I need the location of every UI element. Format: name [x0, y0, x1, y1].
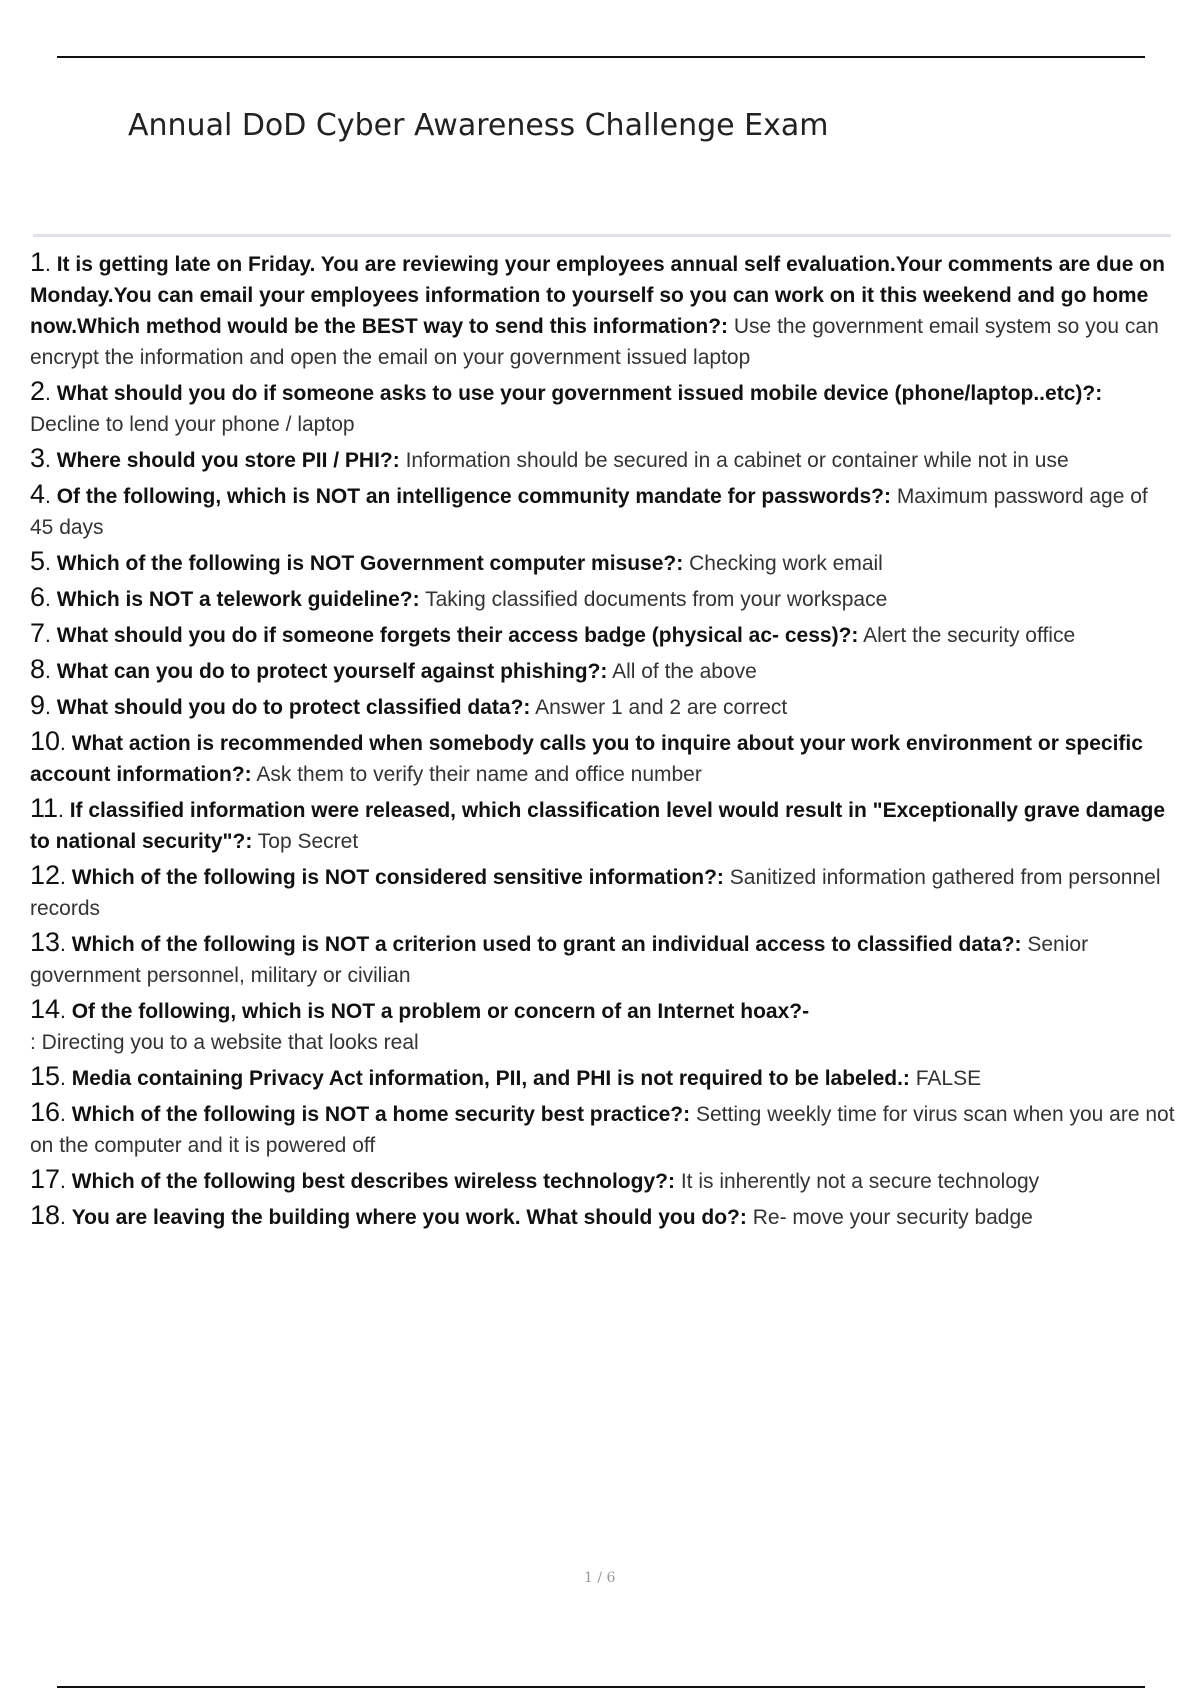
answer-text: Senior government personnel, military or civilian — [30, 933, 1089, 987]
answer-text: Decline to lend your phone / laptop — [30, 413, 355, 436]
question-text: Of the following, which is NOT a problem or concern of an Internet hoax?- — [71, 1000, 810, 1023]
question-number: 6 — [30, 582, 46, 612]
question-text: What should you do if someone forgets their access badge (physical ac- cess)?: — [56, 624, 859, 647]
question-item-13: 13. Which of the following is NOT a criterion used to grant an individual access to classified data?: Senior government personnel, military or civilian — [30, 927, 1089, 987]
question-item-12: 12. Which of the following is NOT considered sensitive information?: Sanitized information gathered from personnel records — [30, 860, 1161, 920]
answer-text: Ask them to verify their name and office number — [256, 763, 702, 786]
question-text: Which of the following is NOT considered sensitive information?: — [71, 866, 724, 889]
question-item-9: 9. What should you do to protect classified data?: Answer 1 and 2 are correct — [30, 690, 788, 720]
question-number: 7 — [30, 618, 46, 648]
question-text: What should you do to protect classified data?: — [56, 696, 531, 719]
title-divider — [33, 234, 1171, 237]
question-text: Which of the following is NOT a home security best practice?: — [71, 1103, 691, 1126]
answer-text: All of the above — [612, 660, 757, 683]
question-number: 2 — [30, 376, 46, 406]
question-text: Media containing Privacy Act information, PII, and PHI is not required to be labeled.: — [71, 1067, 910, 1090]
question-number: 14 — [30, 994, 61, 1024]
question-number: 8 — [30, 654, 46, 684]
answer-text: It is inherently not a secure technology — [680, 1170, 1040, 1193]
answer-text: Sanitized information gathered from personnel records — [30, 866, 1161, 920]
answer-text: Information should be secured in a cabinet or container while not in use — [405, 449, 1069, 472]
question-text: Which of the following best describes wireless technology?: — [71, 1170, 675, 1193]
question-item-3: 3. Where should you store PII / PHI?: Information should be secured in a cabinet or container while not in use — [30, 443, 1069, 473]
question-item-8: 8. What can you do to protect yourself against phishing?: All of the above — [30, 654, 757, 684]
answer-text: Maximum password age of 45 days — [30, 485, 1148, 539]
question-item-15: 15. Media containing Privacy Act information, PII, and PHI is not required to be labeled.: FALSE — [30, 1061, 982, 1091]
question-item-1: 1. It is getting late on Friday. You are reviewing your employees annual self evaluation.Your comments are due on Monday.You can email your employees information to yourself so you can work on it this weekend and go home now.Which method would be the BEST way to send this information?: Use the government email system so you can encrypt the information and open the email on your government issued laptop — [30, 247, 1165, 369]
top-rule — [57, 56, 1145, 58]
question-text: What can you do to protect yourself against phishing?: — [56, 660, 608, 683]
question-item-18: 18. You are leaving the building where you work. What should you do?: Re- move your security badge — [30, 1200, 1033, 1230]
answer-text: Alert the security office — [863, 624, 1076, 647]
question-item-2: 2. What should you do if someone asks to use your government issued mobile device (phone/laptop..etc)?: Decline to lend your phone / laptop — [30, 376, 1103, 436]
question-text: If classified information were released, which classification level would result in "Exceptionally grave damage to national security"?: — [30, 799, 1166, 853]
question-item-16: 16. Which of the following is NOT a home security best practice?: Setting weekly time for virus scan when you are not on the computer and it is powered off — [30, 1097, 1175, 1157]
question-text: What should you do if someone asks to use your government issued mobile device (phone/laptop..etc)?: — [56, 382, 1103, 405]
question-text: What action is recommended when somebody calls you to inquire about your work environment or specific account information?: — [30, 732, 1143, 786]
answer-text: Re- move your security badge — [752, 1206, 1033, 1229]
bottom-rule — [57, 1686, 1145, 1688]
question-item-10: 10. What action is recommended when somebody calls you to inquire about your work environment or specific account information?: Ask them to verify their name and office number — [30, 726, 1143, 786]
question-item-17: 17. Which of the following best describes wireless technology?: It is inherently not a secure technology — [30, 1164, 1040, 1194]
answer-text: FALSE — [915, 1067, 982, 1090]
question-number: 16 — [30, 1097, 61, 1127]
question-number: 9 — [30, 690, 46, 720]
answer-text: Use the government email system so you can encrypt the information and open the email on your government issued laptop — [30, 315, 1159, 369]
question-text: Where should you store PII / PHI?: — [56, 449, 400, 472]
question-text: Of the following, which is NOT an intelligence community mandate for passwords?: — [56, 485, 891, 508]
question-text: Which of the following is NOT a criterion used to grant an individual access to classified data?: — [71, 933, 1022, 956]
question-item-6: 6. Which is NOT a telework guideline?: Taking classified documents from your workspace — [30, 582, 888, 612]
question-item-7: 7. What should you do if someone forgets their access badge (physical ac- cess)?: Alert the security office — [30, 618, 1076, 648]
question-number: 18 — [30, 1200, 61, 1230]
question-number: 10 — [30, 726, 61, 756]
question-number: 13 — [30, 927, 61, 957]
question-text: Which of the following is NOT Government computer misuse?: — [56, 552, 684, 575]
answer-text: Taking classified documents from your workspace — [425, 588, 888, 611]
question-text: Which is NOT a telework guideline?: — [56, 588, 420, 611]
question-text: It is getting late on Friday. You are reviewing your employees annual self evaluation.Your comments are due on Monday.You can email your employees information to yourself so you can work on it this weekend and go home now.Which method would be the BEST way to send this information?: — [30, 253, 1165, 338]
page-title: Annual DoD Cyber Awareness Challenge Exam — [128, 108, 829, 143]
question-number: 12 — [30, 860, 61, 890]
question-number: 15 — [30, 1061, 61, 1091]
question-item-14: 14. Of the following, which is NOT a problem or concern of an Internet hoax?- : Directing you to a website that looks real — [30, 994, 810, 1054]
question-number: 4 — [30, 479, 46, 509]
answer-text: Setting weekly time for virus scan when you are not on the computer and it is powered off — [30, 1103, 1175, 1157]
page-number: 1 / 6 — [584, 1570, 616, 1586]
question-number: 1 — [30, 247, 46, 277]
question-number: 3 — [30, 443, 46, 473]
answer-text: Checking work email — [689, 552, 883, 575]
question-item-5: 5. Which of the following is NOT Government computer misuse?: Checking work email — [30, 546, 883, 576]
question-text: You are leaving the building where you work. What should you do?: — [71, 1206, 747, 1229]
question-list — [30, 247, 1175, 1236]
question-number: 11 — [30, 793, 59, 823]
question-item-11: 11. If classified information were released, which classification level would result in "Exceptionally grave damage to national security"?: Top Secret — [30, 793, 1166, 853]
answer-text: : Directing you to a website that looks real — [30, 1031, 419, 1054]
question-number: 5 — [30, 546, 46, 576]
question-number: 17 — [30, 1164, 61, 1194]
answer-text: Top Secret — [257, 830, 359, 853]
answer-text: Answer 1 and 2 are correct — [535, 696, 788, 719]
question-item-4: 4. Of the following, which is NOT an intelligence community mandate for passwords?: Maximum password age of 45 days — [30, 479, 1148, 539]
